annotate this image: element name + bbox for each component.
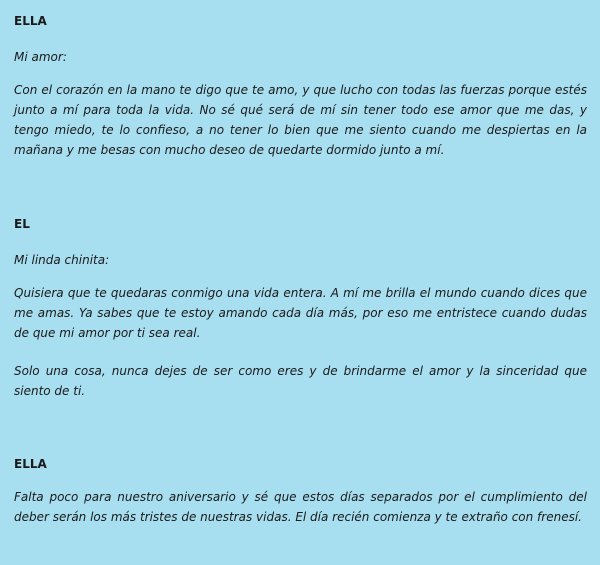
greeting-ella-1: Mi amor: xyxy=(14,50,67,64)
paragraph-ella-2: Falta poco para nuestro aniversario y sé que estos días separados por el cumplimiento del deber serán los más tristes de nuestras vidas. El día recién comienza y te extraño con frenesí. xyxy=(14,490,587,524)
speaker-label-ella-2: ELLA xyxy=(14,457,47,471)
speaker-label-el: EL xyxy=(14,217,30,231)
paragraph-el-1: Quisiera que te quedaras conmigo una vida entera. A mí me brilla el mundo cuando dices que me amas. Ya sabes que te estoy amando cada día más, por eso me entristece cuando dudas de que mi amor por ti sea real. xyxy=(14,286,587,340)
speaker-label-ella-1: ELLA xyxy=(14,14,47,28)
paragraph-ella-1: Con el corazón en la mano te digo que te amo, y que lucho con todas las fuerzas porque estés junto a mí para toda la vida. No sé qué será de mí sin tener todo ese amor que me das, y tengo miedo, te lo confieso, a no tener lo bien que me siento cuando me despiertas en la mañana y me besas con mucho deseo de quedarte dormido junto a mí. xyxy=(14,83,587,157)
greeting-el: Mi linda chinita: xyxy=(14,253,110,267)
paragraph-el-2: Solo una cosa, nunca dejes de ser como eres y de brindarme el amor y la sinceridad que siento de ti. xyxy=(14,364,587,398)
